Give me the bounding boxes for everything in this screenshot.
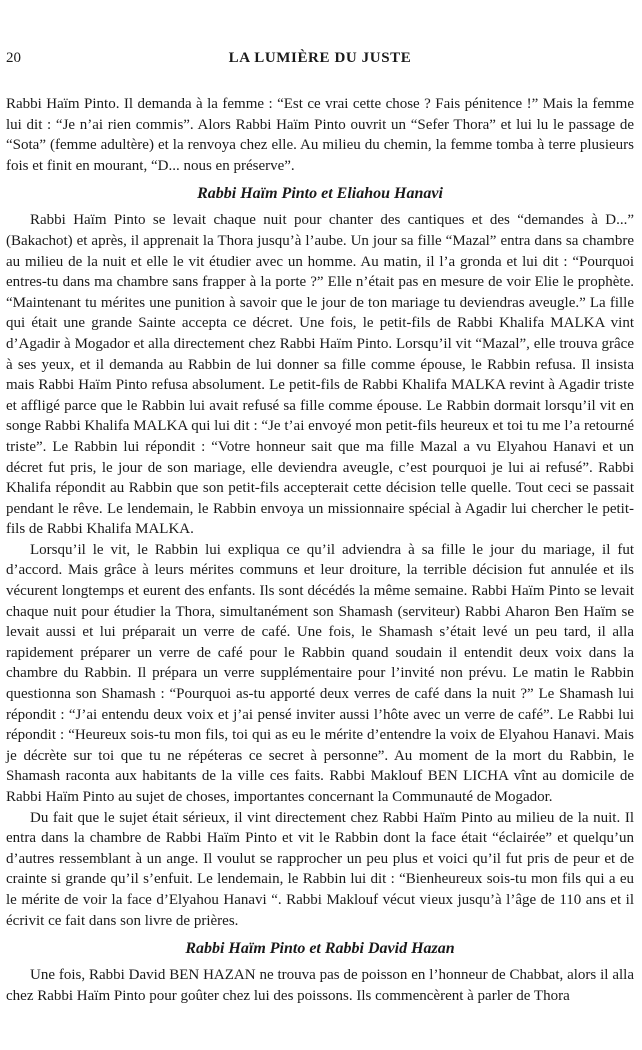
section-heading-hazan: Rabbi Haïm Pinto et Rabbi David Hazan — [185, 940, 455, 958]
page-body — [6, 42, 634, 1006]
section-heading-eliahou: Rabbi Haïm Pinto et Eliahou Hanavi — [197, 185, 443, 203]
paragraph: Du fait que le sujet était sérieux, il vint directement chez Rabbi Haïm Pinto au milieu de la nuit. Il entra dans la chambre de Rabbi Haïm Pinto et vit le Rabbin dont la face était “éclairée” et quelqu’un d’autres ressemblant à un ange. Il voulut se rapprocher un peu plus et voici qu’il fut pris de peur et de crainte si grande qu’il s’enfuit. Le lendemain, le Rabbin lui dit : “Bienheureux sois-tu mon fils qui a eu le mérite de voir la face d’Elyahou Hanavi “. Rabbi Maklouf vécut vieux jusqu’à l’âge de 110 ans et il écrivit ce fait dans son livre de prières. — [6, 809, 634, 929]
running-title: LA LUMIÈRE DU JUSTE — [228, 50, 412, 66]
running-header — [6, 0, 634, 66]
paragraph: Rabbi Haïm Pinto se levait chaque nuit pour chanter des cantiques et des “demandes à D...” (Bakachot) et après, il apprenait la Thora jusqu’à l’aube. Un jour sa fille “Mazal” entra dans sa chambre au milieu de la nuit et elle le vit étudier avec un homme. Au matin, il l’a gronda et lui dit : “Pourquoi entres-tu dans ma chambre sans frapper à la porte ?” Elle n’était pas en mesure de voir Elie le prophète. “Maintenant tu mérites une punition à savoir que le jour de ton mariage tu deviendras aveugle.” La fille qui était une grande Sainte accepta ce décret. Une fois, le petit-fils de Rabbi Khalifa MALKA vint d’Agadir à Mogador et alla directement chez Rabbi Haïm Pinto. Lorsqu’il vit “Mazal”, elle trouva grâce à ses yeux, et il demanda au Rabbin de lui donner sa fille comme épouse, le Rabbin refusa. Il insista mais Rabbi Haïm Pinto refusa absolument. Le petit-fils de Rabbi Khalifa MALKA revint à Agadir triste et affligé parce que le Rabbin lui avait refusé sa fille comme épouse. Le Rabbin dormait lorsqu’il vit en songe Rabbi Khalifa MALKA qui lui dit : “Je t’ai envoyé mon petit-fils heureux et toi tu me l’a retourné triste”. Le Rabbin lui répondit : “Votre honneur sait que ma fille Mazal a vu Elyahou Hanavi et un décret fut pris, le jour de son mariage, elle deviendra aveugle, c’est pourquoi je lui ai refusé”. Rabbi Khalifa répondit au Rabbin que son petit-fils accepterait cette décision telle quelle. Tout ceci se passait pendant le rêve. Le lendemain, le Rabbin envoya un missionnaire spécial à Agadir lui chercher le petit-fils de Rabbi Khalifa MALKA. — [6, 212, 634, 538]
paragraph: Une fois, Rabbi David BEN HAZAN ne trouva pas de poisson en l’honneur de Chabbat, alors il alla chez Rabbi Haïm Pinto pour goûter chez lui des poissons. Ils commencèrent à parler de Thora — [6, 967, 634, 1004]
intro-paragraph: Rabbi Haïm Pinto. Il demanda à la femme : “Est ce vrai cette chose ? Fais pénitence !” Mais la femme lui dit : “Je n’ai rien commis”. Alors Rabbi Haïm Pinto ouvrit un “Sefer Thora” et lui lu le passage de “Sota” (femme adultère) et la renvoya chez elle. Au milieu du chemin, la femme tomba à terre plusieurs fois et finit en mourant, “D... nous en préserve”. — [6, 96, 634, 174]
paragraph: Lorsqu’il le vit, le Rabbin lui expliqua ce qu’il adviendra à sa fille le jour du mariage, il fut d’accord. Mais grâce à leurs mérites communs et leur droiture, la terrible décision fut annulée et ils vécurent longtemps et eurent des enfants. Ils sont décédés la même semaine. Rabbi Haïm Pinto se levait chaque nuit pour étudier la Thora, simultanément son Shamash (serviteur) Rabbi Aharon Ben Haïm se levait aussi et lui préparait un verre de café. Une fois, le Shamash s’était levé un peu tard, il alla rapidement préparer un verre de café pour le Rabbin quand soudain il entendit deux voix dans la chambre du Rabbin. Il prépara un verre supplémentaire pour l’invité non prévu. Le matin le Rabbin questionna son Shamash : “Pourquoi as-tu apporté deux verres de café dans la nuit ?” Le Shamash lui répondit : “J’ai entendu deux voix et j’ai pensé inviter aussi l’hôte avec un verre de café”. Le Rabbi lui répondit : “Heureux sois-tu mon fils, toi qui as eu le mérite d’entendre la voix de Elyahou Hanavi. Mais je décrète sur toi que tu ne répéteras ce secret à personne”. Au moment de la mort du Rabbin, le Shamash raconta aux habitants de la ville ces faits. Rabbi Maklouf BEN LICHA vînt au domicile de Rabbi Haïm Pinto au sujet de choses, importantes concernant la Communauté de Mogador. — [6, 541, 634, 805]
page-number: 20 — [6, 50, 21, 66]
